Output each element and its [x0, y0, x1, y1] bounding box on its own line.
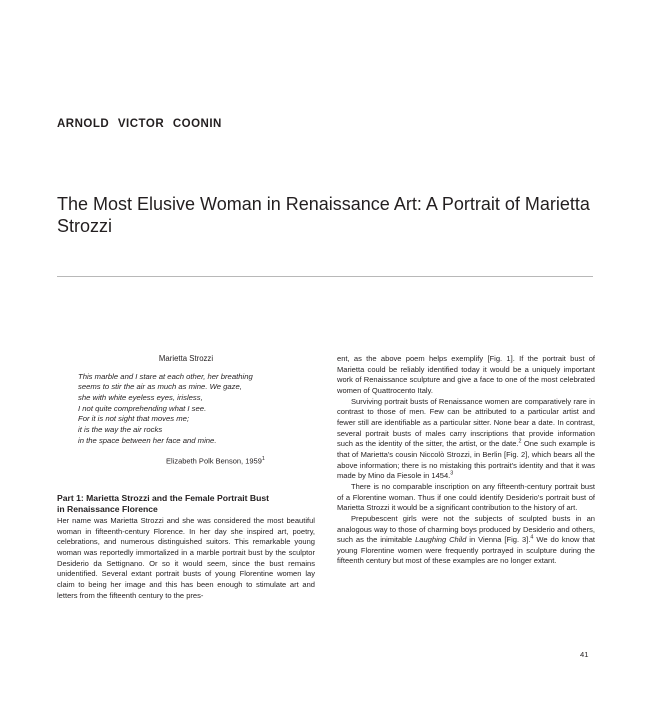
poem-line: I not quite comprehending what I see. — [78, 403, 207, 413]
article-title: The Most Elusive Woman in Renaissance Art: A Portrait of Marietta Strozzi — [57, 194, 590, 236]
page-number: 41 — [580, 650, 589, 659]
text-run: Prepubescent girls were not the subjects of sculpted busts in an analogous way to those of charming boys produced by Desiderio and others, such as the inimitable — [337, 513, 595, 545]
poem — [78, 372, 315, 447]
section-heading — [57, 493, 315, 516]
author-name: ARNOLD VICTOR COONIN — [57, 118, 222, 130]
body-paragraph: Her name was Marietta Strozzi and she was considered the most beautiful woman in fifteenth-century Florence. In her day she inspired art, poetry, celebrations, and numerous distinguished suitors. This remarkable young woman was reportedly immortalized in a marble portrait bust by the sculptor Desiderio da Settignano. Or so it would seem, since the bust remains unidentified. Several extant portrait busts of young Florentine women lay claim to being her image and this has been enough to stimulate art and letters from the fifteenth century to the pres- — [57, 515, 315, 600]
text-run: One such example is that of Marietta's cousin Niccolò Strozzi, in Berlin [Fig. 2], which bears all the above information; there is no mistaking this portrait's identity and that it was made by Mino da Fiesole in 1454. — [337, 439, 595, 481]
body-paragraph — [337, 397, 595, 482]
poem-title: Marietta Strozzi — [158, 354, 214, 363]
footnote-marker: 1 — [261, 455, 265, 462]
title-divider — [57, 276, 593, 277]
footnote-marker: 4 — [530, 534, 534, 541]
poem-line: in the space between her face and mine. — [78, 435, 217, 445]
text-run: Surviving portrait busts of Renaissance women are comparatively rare in contrast to those of men. Few can be attributed to a particular artist and fewer still are identifiable as a particular sitter. None bear a date. In contrast, several portrait busts of males carry inscriptions that provide information such as the identity of the sitter, the artist, or the date. — [337, 396, 595, 449]
footnote-marker: 2 — [518, 438, 522, 445]
poem-line: For it is not sight that moves me; — [78, 414, 190, 424]
text-run: in Vienna [Fig. 3]. — [466, 535, 531, 545]
poem-line: This marble and I stare at each other, her breathing — [78, 371, 253, 381]
right-column — [337, 354, 595, 567]
body-paragraph: There is no comparable inscription on any fifteenth-century portrait bust of a Florentine woman. Thus if one could identify Desiderio's portrait bust of Marietta Strozzi it would be a significant contribution to the history of art. — [337, 481, 595, 513]
section-heading-line: in Renaissance Florence — [57, 504, 158, 515]
body-paragraph — [337, 514, 595, 567]
poem-credit — [166, 454, 315, 467]
body-paragraph: ent, as the above poem helps exemplify [Fig. 1]. If the portrait bust of Marietta could be reliably identified today it would be a uniquely important work of Renaissance sculpture and give a face to one of the most celebrated women of Quattrocento Italy. — [337, 354, 595, 395]
left-column — [57, 354, 315, 601]
artwork-title: Laughing Child — [415, 535, 467, 545]
section-heading-line: Part 1: Marietta Strozzi and the Female Portrait Bust — [57, 492, 270, 503]
poem-line: she with white eyeless eyes, irisless, — [78, 393, 203, 403]
text-run: We do know that young Florentine women were frequently portrayed in sculpture during the fifteenth century but most of these examples are no longer extant. — [337, 535, 596, 566]
poem-line: it is the way the air rocks — [78, 425, 163, 435]
poem-line: seems to stir the air as much as mine. We gaze, — [78, 382, 242, 392]
footnote-marker: 3 — [450, 470, 454, 477]
poem-credit-text: Elizabeth Polk Benson, 1959 — [166, 456, 262, 466]
